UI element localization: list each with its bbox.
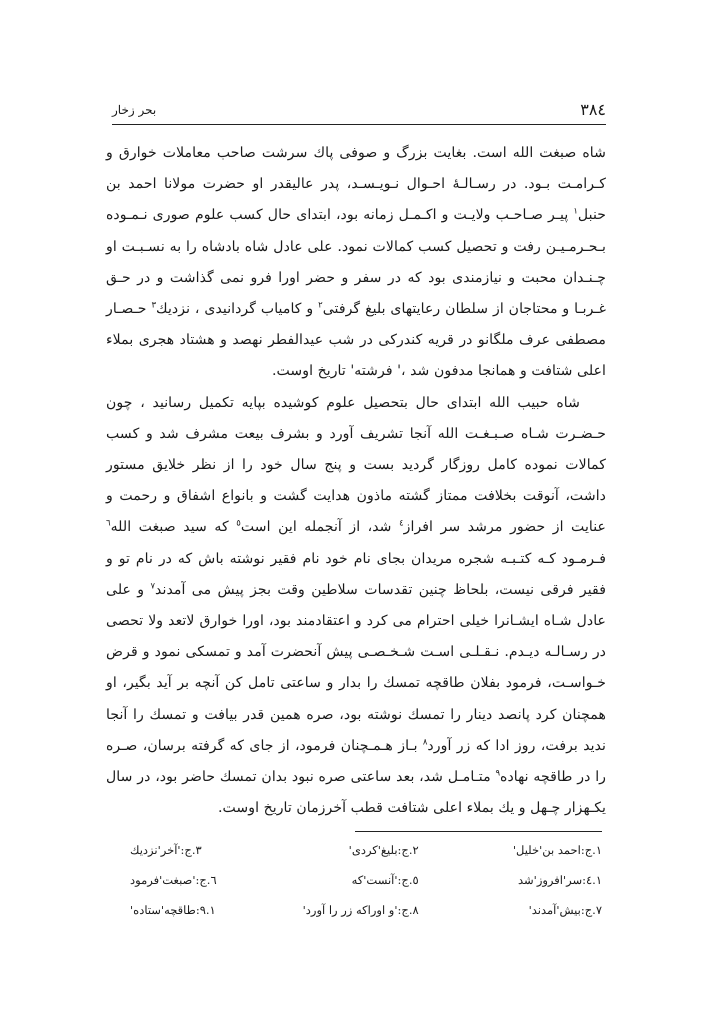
footnote: ٨.ج:'و اوراکه زر را آورد': [302, 903, 419, 917]
footnote: ٢.ج:بلیغ'کردی': [348, 843, 419, 857]
footnotes: [112, 840, 602, 920]
footnote: ٧.ج:بیش'آمدند': [528, 903, 602, 917]
text-run: شاه حبیب الله ابتدای حال بتحصیل علوم کوشیده بپایه تکمیل رسانید ، چون حـضـرت شـاه صـبـغـت الله آنجا تشریف آورد و بشرف بیعت مشرف شد و کسب کمالات نموده کامل روزگار گردید بست و پنج سال خود را از نظر خلایق مستور داشت، آنوقت بخلافت ممتاز گشته ماذون هدایت گشت و بانواع اشفاق و رحمت و عنایت از حضور مرشد سر افراز: [106, 394, 607, 536]
footnote: ٤.١:سر'افروز'شد: [517, 873, 602, 887]
text-run: که سید صبغت الله: [110, 519, 237, 536]
footnote-marker: ٨: [422, 737, 428, 748]
text-run: بـاز هـمـچنان فرمود، از جای که گرفته برسان، صـره را در طاقچه نهاده: [106, 737, 606, 786]
footnote-marker: ٣: [151, 300, 157, 311]
text-run: شد، از آنجمله این است: [240, 519, 400, 536]
paragraph: [106, 388, 606, 825]
text-run: پیـر صـاحـب ولایـت و اکـمـل زمانه بود، ابتدای حال کسب علوم صوری نـمـوده بـحـرمـیـن رفت و تحصیل کسب کمالات نمود. علی عادل شاه بادشاه را به نسـبـت او چـنـدان محبت و نیازمندی بود که در سفر و حضر اورا فرو نمی گذاشت و در حـق غـربـا و محتاجان از سلطان رعایتهای بلیغ گرفتی: [106, 207, 606, 318]
footnote-marker: ١: [573, 206, 578, 217]
page-header: [112, 100, 606, 125]
footnote: ٥.ج:'آنست'که: [351, 873, 419, 887]
footnote: ٩.١:طاقچه'ستاده': [130, 903, 216, 917]
footnote-divider: [355, 831, 602, 832]
footnote: ١.ج:احمد بن'خلیل': [512, 843, 602, 857]
text-run: فـرمـود کـه کتـبـه شجره مریدان بجای نام خود نام فقیر نوشته باش که در نام تو و فقیر فرقی نیست، بلحاظ چنین تقدسات سلاطین وقت بجز پیش می آمدند: [106, 550, 606, 598]
text-run: شاه صبغت الله است. بغایت بزرگ و صوفی پاك سرشت صاحب معاملات خوارق و کـرامـت بـود. در رسـالـهٔ احـوال نـویـسـد، پدر عالیقدر او حضرت مولانا احمد بن حنبل: [106, 145, 606, 224]
footnote-marker: ٥: [236, 518, 241, 529]
footnote-marker: ٦: [106, 518, 111, 529]
text-run: متـامـل شد، بعد ساعتی صره نبود بدان تمسك حاضر بود، در سال یکـهزار چـهل و یك بملاء اعلی شتافت قطب آخرزمان تاریخ اوست.: [106, 769, 606, 817]
running-title: بحر زخار: [112, 103, 157, 117]
paragraph: [106, 138, 606, 388]
text-run: و علی عادل شـاه ایشـانرا خیلی احترام می کرد و اعتقادمند بود، اورا خوارق لاتعد ولا تحصی در رسـالـه دیـدم. نـقـلـی اسـت شـخـصـی پیش آنحضرت آمد و تمسکی نمود و قرض خـواسـت، فرمود بفلان طاقچه تمسك را بدار و ساعتی تامل کن آنچه بر آید بگیر، او همچنان کرد پانصد دینار را تمسك نوشته بود، صره همین قدر بیافت و تمسك را آنجا ندید برفت، روز ادا که زر آورد: [106, 581, 606, 754]
footnote: ٦.ج:'صبغت'فرمود: [130, 873, 217, 887]
footnote-marker: ٤: [399, 518, 404, 529]
footnote-marker: ٩: [495, 768, 501, 779]
body-text: [106, 138, 606, 824]
footnote-marker: ٧: [150, 581, 156, 592]
footnote-marker: ٢: [318, 300, 323, 311]
text-run: حـصـار مصطفی عرف ملگانو در قریه کندرکی در شب عیدالفطر نهصد و هشتاد هجری بملاء اعلی شتافت و همانجا مدفون شد ،' فرشته' تاریخ اوست.: [106, 301, 606, 380]
text-run: و کامیاب گردانیدی ، نزدیك: [156, 301, 319, 318]
page-number: ٣٨٤: [580, 100, 606, 119]
footnote: ٣.ج:'آخر'نزدیك: [130, 843, 202, 857]
